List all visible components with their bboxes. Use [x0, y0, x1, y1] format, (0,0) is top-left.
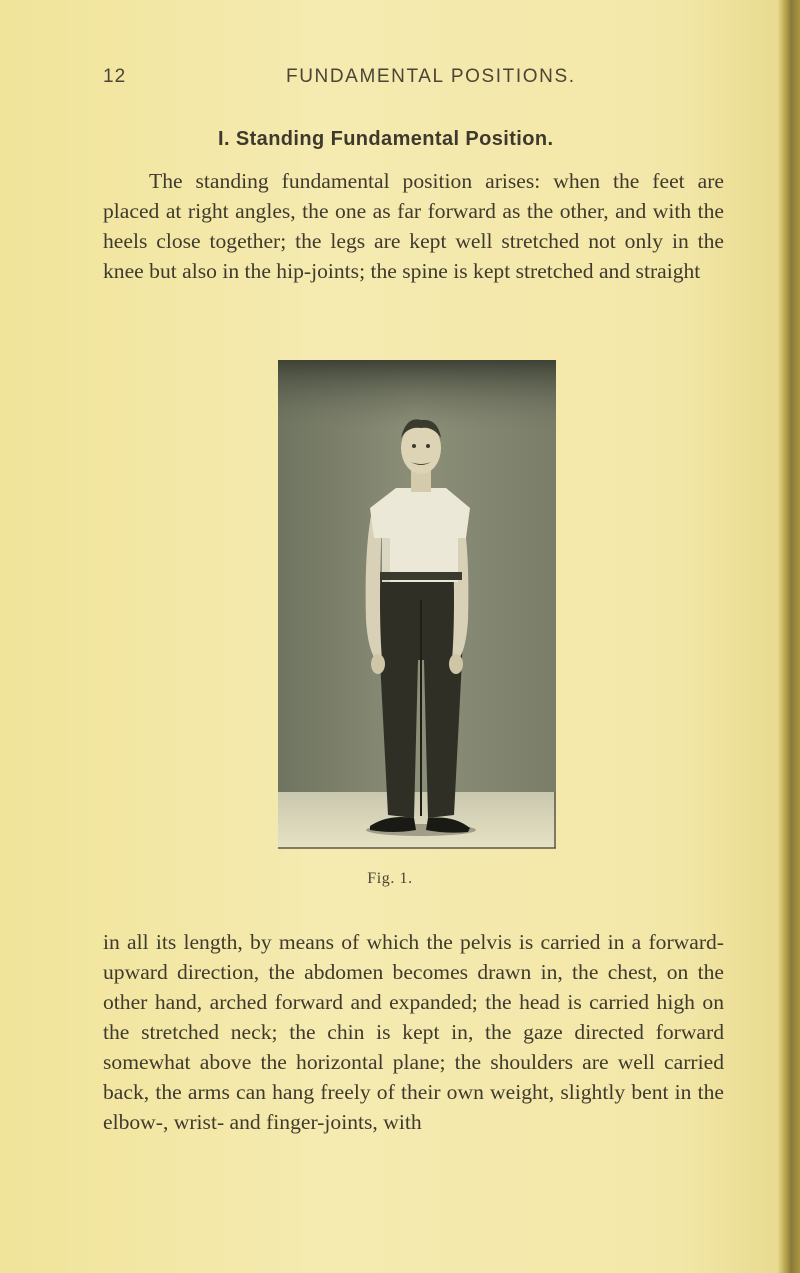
- figure-1: [278, 360, 556, 850]
- paragraph-2: in all its length, by means of which the pelvis is carried in a forward-upward direction, the abdomen becomes drawn in, the chest, on the other hand, arched forward and expanded; the head is carried high on the stretched neck; the chin is kept in, the gaze directed forward somewhat above the horizontal plane; the shoulders are well carried back, the arms can hang freely of their own weight, slightly bent in the elbow-, wrist- and finger-joints, with: [103, 930, 724, 1134]
- page-number: 12: [103, 66, 127, 87]
- figure-caption: Fig. 1.: [367, 870, 413, 887]
- standing-man-photograph-icon: [278, 360, 556, 850]
- section-heading: I. Standing Fundamental Position.: [218, 128, 554, 150]
- running-head: [0, 66, 780, 96]
- paragraph-1: The standing fundamental position arises: when the feet are placed at right angles, the one as far forward as the other, and with the heels close together; the legs are kept well stretched not only in the knee but also in the hip-joints; the spine is kept stretched and straight: [103, 169, 724, 283]
- book-binding-edge: [778, 0, 800, 1273]
- running-title: FUNDAMENTAL POSITIONS.: [286, 66, 576, 87]
